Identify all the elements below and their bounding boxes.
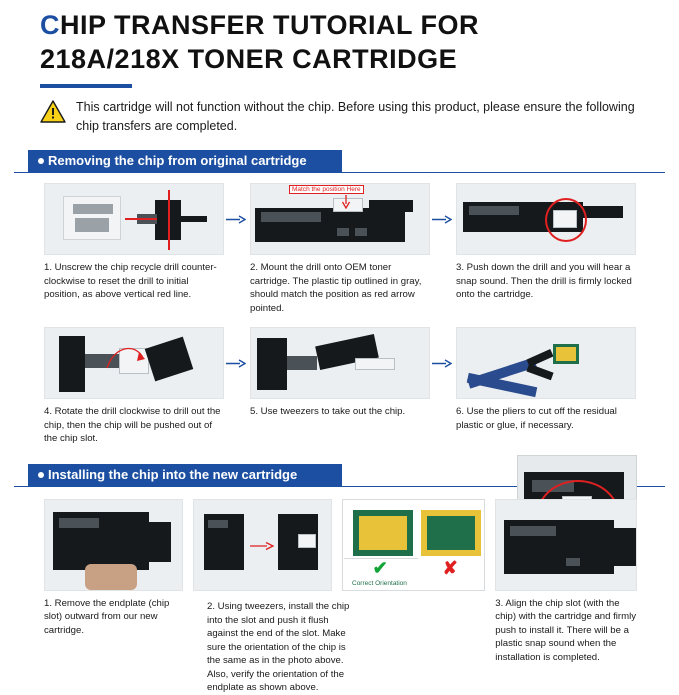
section-2-bullet-icon [38,472,44,478]
section-1-rule [14,172,665,173]
step-3-caption: 3. Push down the drill and you will hear a snap sound. Then the drill is firmly locked onto the cartridge. [456,262,632,300]
steps-row-1 [14,183,665,315]
warning-triangle-icon [40,100,66,128]
title-accent-letter: C [40,10,60,40]
section-1-heading: Removing the chip from original cartridge [48,153,307,168]
step-2-caption: 2. Mount the drill onto OEM toner cartridge. The plastic tip outlined in gray, should match the position as red arrow pointed. [250,262,422,314]
step-4-to-5-arrow-icon [226,359,246,368]
step-9-caption: 3. Align the chip slot (with the chip) with the cartridge and firmly push to install it. There will be a plastic snap sound when the installation is completed. [495,597,637,663]
step-5 [250,327,430,446]
warning-banner [40,98,652,136]
step-5-image [250,327,430,399]
step-2-red-arrow-icon [341,195,351,214]
step-8-image [193,499,332,591]
steps-row-2 [14,327,665,446]
step-3 [456,183,636,315]
step-4-caption: 4. Rotate the drill clockwise to drill out the chip, then the chip will be pushed out of the chip slot. [44,406,221,444]
step-3-image [456,183,636,255]
hand-icon [85,564,137,590]
correct-orientation-label: Correct Orientation [352,579,407,587]
chip-icon [553,344,579,364]
correct-check-icon: ✔ [372,557,388,578]
orientation-panel [342,499,486,665]
step-7-image [44,499,183,591]
section-1-bullet-icon [38,158,44,164]
step-9-image [495,499,637,591]
step-7 [44,499,183,665]
page-title [14,0,665,76]
title-line-2: 218A/218X TONER CARTRIDGE [40,44,458,74]
title-underline [40,84,132,88]
step-2 [250,183,430,315]
title-line-1-text: HIP TRANSFER TUTORIAL FOR [60,10,480,40]
warning-text: This cartridge will not function without the chip. Before using this product, please ensure the following chip transfers are completed. [76,100,635,133]
step-6-image [456,327,636,399]
step-8-caption: 2. Using tweezers, install the chip into the slot and push it flush against the end of the slot. Make sure the orientation of the chip is the same as in the photo above. Also, verify the orientation of the endplate as shown above. [207,601,350,693]
step-1 [44,183,224,315]
step-3-highlight-circle [545,198,587,242]
orientation-comparison [342,499,486,591]
step-1-caption: 1. Unscrew the chip recycle drill counter-clockwise to reset the drill to initial position, as above vertical red line. [44,262,217,300]
step-4-image [44,327,224,399]
step-4 [44,327,224,446]
step-4-rotate-arrow-icon [105,342,147,379]
step-5-caption: 5. Use tweezers to take out the chip. [250,406,406,417]
step-6-caption: 6. Use the pliers to cut off the residual plastic or glue, if necessary. [456,406,617,431]
step-2-image [250,183,430,255]
step-1-image [44,183,224,255]
step-2-to-3-arrow-icon [432,215,452,224]
section-header-removing [14,150,665,172]
step-1-to-2-arrow-icon [226,215,246,224]
step-9 [495,499,637,665]
step-7-caption: 1. Remove the endplate (chip slot) outward from our new cartridge. [44,597,170,636]
step-2-annotation: Match the position Here [289,185,364,194]
section-2-heading: Installing the chip into the new cartridge [48,466,298,482]
title-line-1 [40,8,665,42]
incorrect-cross-icon: ✘ [442,557,458,578]
step-8-red-arrow-icon [250,538,274,556]
step-5-to-6-arrow-icon [432,359,452,368]
step-6 [456,327,636,446]
